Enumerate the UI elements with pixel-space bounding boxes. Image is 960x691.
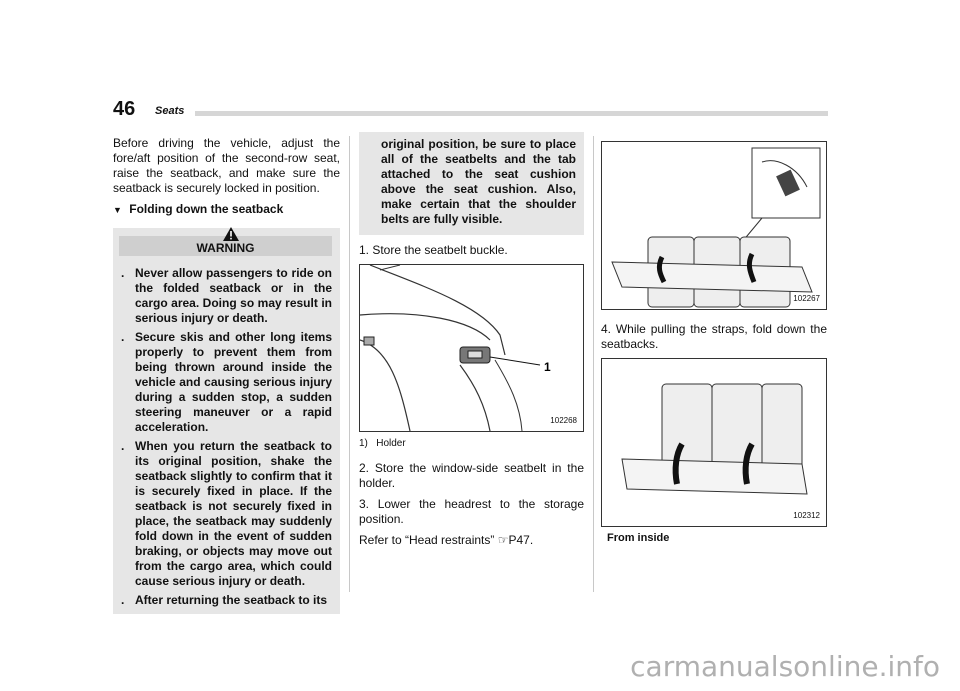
page-number: 46: [113, 98, 136, 120]
subhead-text: Folding down the seatback: [129, 202, 284, 216]
seat-straps-figure: [601, 141, 827, 310]
figure-caption: From inside: [607, 532, 670, 544]
step-3: 3. Lower the headrest to the storage position.: [359, 497, 584, 526]
column-divider: [349, 136, 350, 592]
figure-code: 102312: [793, 511, 820, 520]
header-rule: [195, 111, 828, 116]
watermark: carmanualsonline.info: [630, 650, 940, 683]
seatbelt-buckle-illustration: [360, 265, 583, 431]
warning-title: WARNING: [196, 241, 255, 255]
figure-code: 102267: [793, 294, 820, 303]
warning-triangle-icon: [223, 227, 239, 241]
column-2: [359, 136, 584, 554]
warning-item: . After returning the seatback to its: [121, 593, 328, 607]
seats-from-inside-figure: [601, 358, 827, 527]
warning-title-bar: [119, 236, 332, 256]
seatbelt-buckle-figure: [359, 264, 584, 432]
step-2: 2. Store the window-side seatbelt in the holder.: [359, 461, 584, 490]
warning-item: . When you return the seatback to its original position, shake the seatback slightly to confirm that it is securely fixed in place. If the seatback is not securely fixed in place, the seatback may suddenly fold down in the event of sudden braking, or objects may move out from the cargo area, which could cause serious injury or death.: [121, 439, 332, 588]
warning-box: [113, 228, 340, 614]
figure-caption: 1) Holder: [359, 438, 406, 449]
column-3: [601, 141, 827, 546]
column-divider: [593, 136, 594, 592]
warning-item: . Never allow passengers to ride on the folded seatback or in the cargo area. Doing so may result in serious injury or death.: [121, 266, 332, 325]
figure-code: 102268: [550, 416, 577, 425]
section-title: Seats: [155, 105, 185, 117]
subhead: [113, 202, 340, 218]
seatbacks-from-inside-illustration: [602, 359, 826, 526]
callout-number: 1: [544, 360, 551, 374]
rear-seats-fold-illustration: [602, 142, 826, 309]
step-1: 1. Store the seatbelt buckle.: [359, 243, 508, 257]
refer-text: Refer to “Head restraints” ☞P47.: [359, 533, 534, 547]
page-header: [113, 98, 828, 120]
step-4: 4. While pulling the straps, fold down the seatbacks.: [601, 322, 827, 351]
warning-item: . Secure skis and other long items properly to prevent them from being thrown around inside the vehicle and causing serious injury during a sudden stop, a sudden steering maneuver or a rapid acceleration.: [121, 330, 332, 434]
warning-continuation: original position, be sure to place all of the seatbelts and the tab attached to the seat cushion above the seat cushion. Also, make certain that the shoulder belts are fully visible.: [359, 132, 584, 235]
triangle-marker-icon: ▼: [113, 205, 122, 215]
intro-paragraph: Before driving the vehicle, adjust the fore/aft position of the second-row seat, raise the seatback, and make sure the seatback is securely locked in position.: [113, 136, 340, 195]
column-1: [113, 136, 340, 614]
